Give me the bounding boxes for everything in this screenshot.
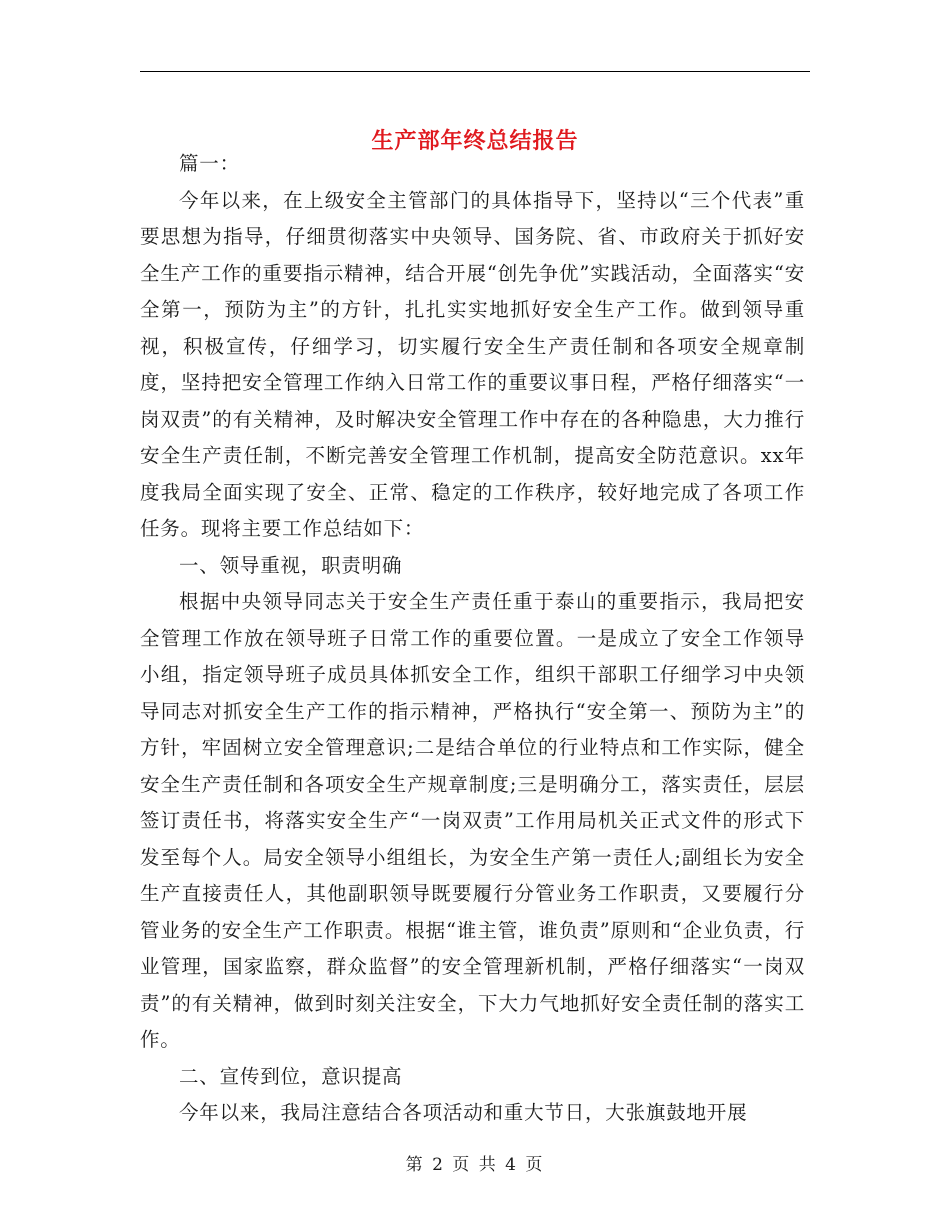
header-rule [140, 71, 810, 72]
body-paragraph: 今年以来，我局注意结合各项活动和重大节日，大张旗鼓地开展 [179, 1101, 748, 1124]
page-title: 生产部年终总结报告 [371, 127, 579, 154]
section-label: 篇一： [179, 152, 240, 175]
section-heading: 二、宣传到位，意识提高 [179, 1064, 403, 1088]
page-number: 第 2 页 共 4 页 [405, 1155, 545, 1175]
document-body [140, 146, 805, 1132]
section-heading: 一、领导重视，职责明确 [179, 553, 403, 577]
body-paragraph: 根据中央领导同志关于安全生产责任重于泰山的重要指示，我局把安全管理工作放在领导班子日常工作的重要位置。一是成立了安全工作领导小组，指定领导班子成员具体抓安全工作，组织干部职工仔细学习中央领导同志对抓安全生产工作的指示精神，严格执行“安全第一、预防为主”的方针，牢固树立安全管理意识;二是结合单位的行业特点和工作实际，健全安全生产责任制和各项安全生产规章制度;三是明确分工，落实责任，层层签订责任书，将落实安全生产“一岗双责”工作用局机关正式文件的形式下发至每个人。局安全领导小组组长，为安全生产第一责任人;副组长为安全生产直接责任人，其他副职领导既要履行分管业务工作职责，又要履行分管业务的安全生产工作职责。根据“谁主管，谁负责”原则和“企业负责，行业管理，国家监察，群众监督”的安全管理新机制，严格仔细落实“一岗双责”的有关精神，做到时刻关注安全，下大力气地抓好安全责任制的落实工作。 [140, 590, 805, 1051]
body-paragraph: 今年以来，在上级安全主管部门的具体指导下，坚持以“三个代表”重要思想为指导，仔细贯彻落实中央领导、国务院、省、市政府关于抓好安全生产工作的重要指示精神，结合开展“创先争优”实践活动，全面落实“安全第一，预防为主”的方针，扎扎实实地抓好安全生产工作。做到领导重视，积极宣传，仔细学习，切实履行安全生产责任制和各项安全规章制度，坚持把安全管理工作纳入日常工作的重要议事日程，严格仔细落实“一岗双责”的有关精神，及时解决安全管理工作中存在的各种隐患，大力推行安全生产责任制，不断完善安全管理工作机制，提高安全防范意识。xx年度我局全面实现了安全、正常、稳定的工作秩序，较好地完成了各项工作任务。现将主要工作总结如下： [140, 188, 805, 540]
